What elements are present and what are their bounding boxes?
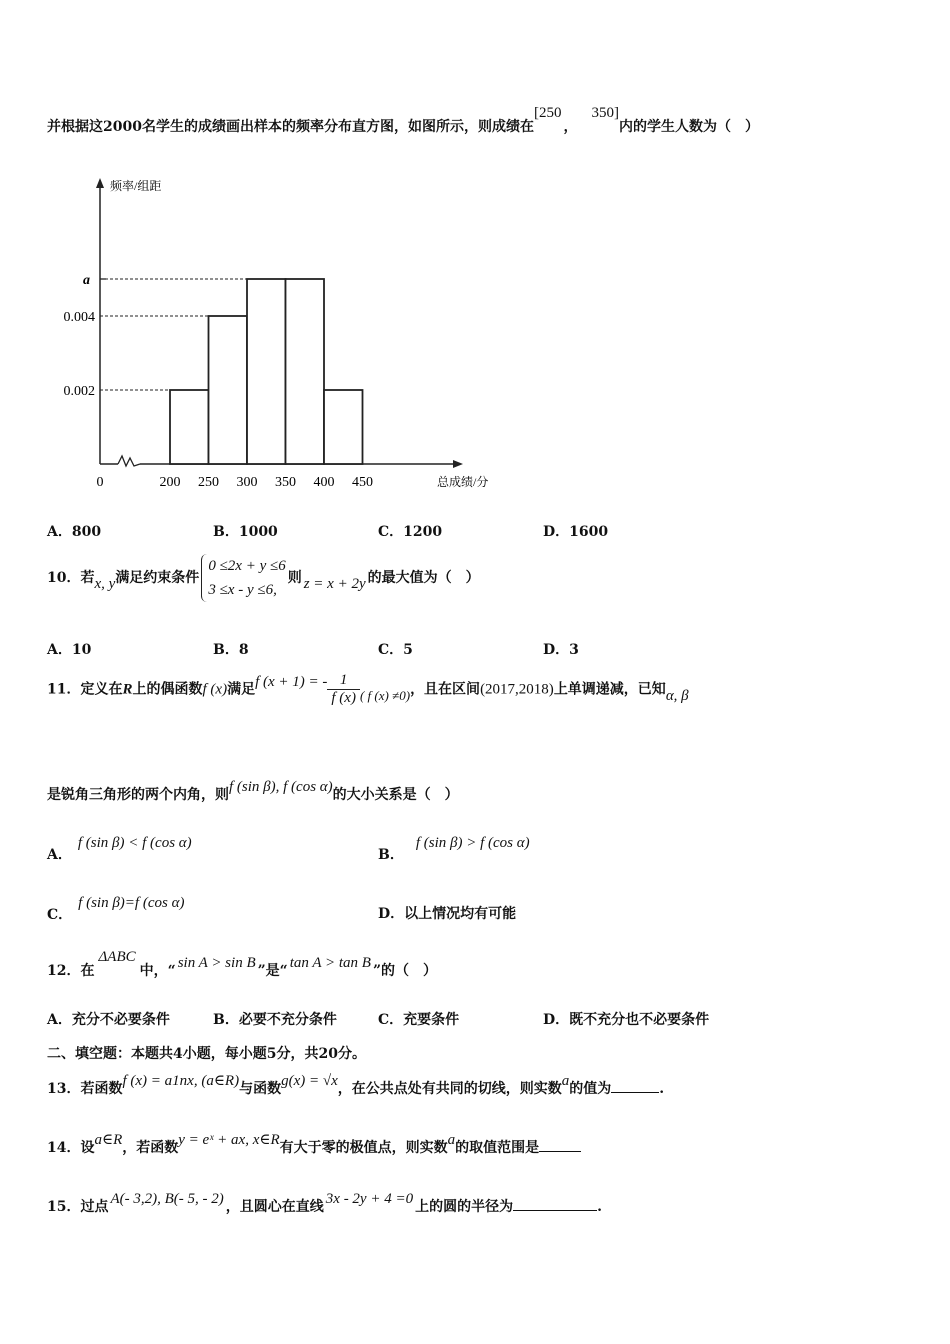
q11-frac-numerator: 1 — [327, 672, 360, 690]
q14-text-2: 有大于零的极值点，则实数 — [279, 1140, 448, 1156]
x-tick-label: 450 — [352, 475, 373, 490]
q11-text-4: 上单调递减，已知 — [553, 681, 666, 698]
q14-function: y = eˣ + ax, x∈R — [178, 1132, 280, 1148]
x-tick-label: 300 — [236, 475, 258, 490]
q11-option-a-expr: f (sin β) < f (cos α) — [77, 835, 192, 851]
q14-number: 14．设 — [47, 1140, 95, 1156]
y-tick-label-a: a — [83, 273, 90, 288]
q15-period: . — [597, 1199, 602, 1215]
q12-option-c[interactable]: C．充要条件 — [378, 1012, 460, 1028]
q11-stem-line2 — [47, 779, 459, 804]
q11-functional-eq: f (x + 1) = - — [255, 673, 328, 690]
q12-expr-1: sin A > sin B — [177, 955, 256, 971]
q11-option-b-expr: f (sin β) > f (cos α) — [415, 835, 530, 851]
q11-text-5: 是锐角三角形的两个内角，则 — [47, 787, 229, 803]
q11-text-2: 满足 — [227, 681, 256, 698]
q11-option-c-expr: f (sin β)=f (cos α) — [78, 895, 185, 911]
q15-points: A(- 3,2), B(- 5, - 2) — [110, 1191, 224, 1207]
histogram-chart — [48, 172, 489, 502]
q11-text-1: 上的偶函数 — [132, 681, 203, 698]
x-tick-label: 400 — [313, 475, 335, 490]
q12-option-a[interactable]: A．充分不必要条件 — [47, 1012, 170, 1028]
q14-stem — [47, 1132, 581, 1157]
q14-a-in-R: a∈R — [94, 1132, 123, 1148]
q10-text-3: 的最大值为（ ） — [367, 570, 480, 586]
q13-answer-blank[interactable] — [611, 1078, 659, 1093]
q13-function-f: f (x) = a1nx, (a∈R) — [122, 1073, 240, 1089]
histogram-bar-4 — [286, 279, 325, 464]
q12-number: 12．在 — [47, 963, 95, 979]
q11-option-d[interactable]: D．以上情况均有可能 — [378, 906, 517, 922]
q12-option-d[interactable]: D．既不充分也不必要条件 — [543, 1012, 710, 1028]
q9-interval-left: [250 — [533, 105, 562, 121]
q9-stem-text: 并根据这2000名学生的成绩画出样本的频率分布直方图，如图所示，则成绩在 — [47, 119, 534, 135]
q10-text-1: 满足约束条件 — [115, 570, 200, 586]
q12-option-b[interactable]: B．必要不充分条件 — [213, 1012, 337, 1028]
q15-text-1: ，且圆心在直线 — [225, 1199, 324, 1215]
q13-text-1: 与函数 — [239, 1081, 282, 1097]
q15-answer-blank[interactable] — [513, 1196, 597, 1211]
q10-constraint-system — [201, 554, 285, 602]
y-axis-arrow — [96, 178, 104, 188]
q12-triangle: ΔABC — [98, 949, 136, 965]
q13-text-3: 的值为 — [569, 1081, 612, 1097]
q13-function-g: g(x) = √x — [281, 1073, 338, 1089]
q10-option-b[interactable]: B．8 — [213, 642, 249, 658]
q11-fraction — [327, 672, 360, 707]
q11-stem — [47, 672, 689, 707]
q11-option-b-label: B． — [378, 847, 404, 863]
q12-expr-2: tan A > tan B — [289, 955, 371, 971]
section-heading: 二、填空题：本题共4小题，每小题5分，共20分。 — [47, 1046, 366, 1062]
q10-option-c[interactable]: C．5 — [378, 642, 413, 658]
q11-frac-denominator: f (x) — [331, 690, 356, 706]
q10-stem — [47, 554, 480, 602]
q12-stem — [47, 949, 438, 980]
q11-option-c[interactable] — [47, 892, 185, 923]
q13-number: 13．若函数 — [47, 1081, 123, 1097]
q13-stem — [47, 1073, 665, 1098]
q11-text-6: 的大小关系是（ ） — [332, 787, 459, 803]
q10-number: 10．若 — [47, 570, 95, 586]
y-axis-label: 频率/组距 — [110, 179, 162, 193]
q11-option-b[interactable] — [378, 832, 530, 863]
q9-option-b[interactable]: B．1000 — [213, 524, 278, 540]
q10-objective: z = x + 2y — [303, 576, 366, 592]
q11-R: R — [122, 681, 133, 698]
q10-constraint-2: 3 ≤x - y ≤6, — [208, 582, 277, 598]
q14-text-1: ，若函数 — [122, 1140, 179, 1156]
q9-interval-right: 350] — [591, 105, 619, 121]
q15-line-eq: 3x - 2y + 4 =0 — [325, 1191, 414, 1207]
histogram-bar-2 — [209, 316, 248, 464]
q11-option-a-label: A． — [47, 847, 72, 863]
q11-alpha-beta: α, β — [665, 687, 689, 704]
q9-option-c[interactable]: C．1200 — [378, 524, 443, 540]
q11-interval: (2017,2018) — [480, 681, 554, 698]
x-axis-label: 总成绩/分 — [437, 475, 489, 489]
q14-text-3: 的取值范围是 — [455, 1140, 540, 1156]
axis-break-mark — [118, 456, 140, 466]
histogram-bar-1 — [170, 390, 209, 464]
q9-option-a[interactable]: A．800 — [47, 524, 102, 540]
q12-text-3: ”的（ ） — [372, 963, 438, 979]
q15-text-2: 上的圆的半径为 — [415, 1199, 514, 1215]
histogram-bar-3 — [247, 279, 286, 464]
q9-stem — [47, 105, 759, 136]
q14-var-a: a — [447, 1132, 456, 1148]
q13-period: . — [659, 1081, 665, 1097]
q11-text-3: ，且在区间 — [410, 681, 481, 698]
q15-number: 15．过点 — [47, 1199, 109, 1215]
q11-number: 11．定义在 — [47, 681, 123, 698]
q10-vars: x, y — [94, 576, 116, 592]
q11-expression: f (sin β), f (cos α) — [229, 779, 333, 795]
q9-option-d[interactable]: D．1600 — [543, 524, 609, 540]
q15-stem — [47, 1191, 602, 1216]
histogram-bar-5 — [324, 390, 363, 464]
x-tick-label: 200 — [159, 475, 181, 490]
q12-text-1: 中，“ — [139, 963, 176, 979]
q14-answer-blank[interactable] — [539, 1137, 581, 1152]
x-tick-label: 350 — [275, 475, 296, 490]
x-axis-arrow — [453, 460, 463, 468]
y-tick-label: 0.004 — [63, 310, 95, 325]
q9-comma: ， — [563, 119, 578, 135]
q9-stem-tail: 内的学生人数为（ ） — [618, 119, 759, 135]
x-tick-label: 250 — [198, 475, 219, 490]
q10-option-a[interactable]: A．10 — [47, 642, 92, 658]
q11-option-a[interactable] — [47, 832, 192, 863]
q10-option-d[interactable]: D．3 — [543, 642, 579, 658]
q11-condition: ( f (x) ≠0) — [359, 687, 411, 703]
q10-text-2: 则 — [287, 570, 302, 586]
q11-option-c-label: C． — [47, 907, 73, 923]
q13-var-a: a — [561, 1073, 570, 1089]
q12-text-2: ”是“ — [257, 963, 288, 979]
q10-constraint-1: 0 ≤2x + y ≤6 — [208, 558, 286, 574]
y-tick-label: 0.002 — [63, 384, 95, 399]
x-tick-label: 0 — [96, 475, 104, 490]
q13-text-2: ，在公共点处有共同的切线，则实数 — [337, 1081, 562, 1097]
q11-fx: f (x) — [202, 681, 228, 698]
